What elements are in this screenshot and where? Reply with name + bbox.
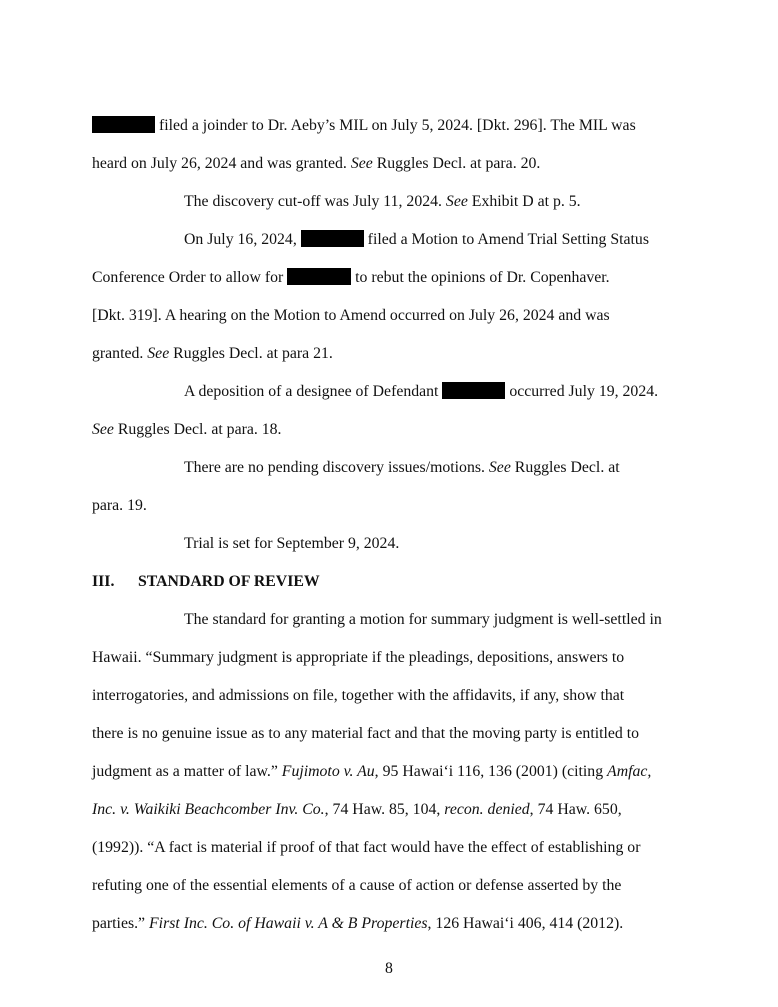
text-span: judgment as a matter of law.” (92, 763, 282, 780)
text-span: filed a joinder to Dr. Aeby’s MIL on July 5, 2024. [Dkt. 296]. The MIL was (158, 117, 636, 134)
text-span: para. 19. (92, 497, 147, 514)
text-span: The discovery cut-off was July 11, 2024. (184, 193, 446, 210)
text-span: Exhibit D at p. 5. (467, 193, 581, 210)
text-span: There are no pending discovery issues/motions. (184, 459, 489, 476)
text-span: occurred July 19, 2024. (505, 383, 659, 400)
italic-signal: See (488, 459, 511, 476)
text-span: refuting one of the essential elements of a cause of action or defense asserted by the (92, 877, 622, 894)
text-line (92, 154, 540, 174)
text-span: (1992)). “A fact is material if proof of that fact would have the effect of establishing or (92, 839, 641, 856)
italic-signal: See (92, 421, 114, 438)
italic-signal: See (445, 193, 468, 210)
text-span: to rebut the opinions of Dr. Copenhaver. (351, 269, 610, 286)
text-span: , 126 Hawai‘i 406, 414 (2012). (427, 915, 624, 932)
text-line (184, 458, 620, 478)
text-line (92, 116, 636, 136)
text-line (184, 382, 658, 402)
heading-title: STANDARD OF REVIEW (138, 573, 320, 590)
text-span: Ruggles Decl. at para 21. (169, 345, 333, 362)
text-span: filed a Motion to Amend Trial Setting Status (363, 231, 649, 248)
text-span: heard on July 26, 2024 and was granted. (92, 155, 351, 172)
text-line (92, 268, 610, 288)
text-span: Hawaii. “Summary judgment is appropriate if the pleadings, depositions, answers to (92, 649, 625, 666)
page-number: 8 (385, 960, 393, 977)
text-span: there is no genuine issue as to any material fact and that the moving party is entitled to (92, 725, 640, 742)
text-span: Ruggles Decl. at para. 20. (372, 155, 541, 172)
text-line (184, 192, 581, 212)
text-line (92, 800, 622, 820)
text-line (184, 534, 399, 554)
redaction-bar (442, 382, 505, 399)
case-citation: Fujimoto v. Au (281, 763, 375, 780)
section-heading (92, 572, 320, 592)
text-line (184, 230, 649, 250)
text-span: Ruggles Decl. at para. 18. (113, 421, 282, 438)
italic-signal: recon. denied (444, 801, 530, 818)
text-span: Ruggles Decl. at (510, 459, 620, 476)
case-citation: First Inc. Co. of Hawaii v. A & B Properties (149, 915, 428, 932)
redaction-bar (301, 230, 364, 247)
text-line (92, 306, 610, 326)
text-span: Conference Order to allow for (92, 269, 288, 286)
text-span: [Dkt. 319]. A hearing on the Motion to Amend occurred on July 26, 2024 and was (92, 307, 610, 324)
redaction-bar (92, 116, 155, 133)
case-citation: Amfac, (607, 763, 652, 780)
text-span: The standard for granting a motion for summary judgment is well-settled in (184, 611, 662, 628)
text-line (92, 648, 624, 668)
text-line (92, 496, 147, 516)
redaction-bar (287, 268, 351, 285)
text-span: A deposition of a designee of Defendant (184, 383, 443, 400)
text-span: On July 16, 2024, (184, 231, 301, 248)
heading-number: III. (92, 573, 115, 590)
text-span: granted. (92, 345, 148, 362)
text-line (92, 838, 640, 858)
text-line (92, 420, 282, 440)
text-span: , 95 Hawai‘i 116, 136 (2001) (citing (374, 763, 608, 780)
text-span: interrogatories, and admissions on file, together with the affidavits, if any, show that (92, 687, 625, 704)
text-line (92, 724, 639, 744)
case-citation: Inc. v. Waikiki Beachcomber Inv. Co. (92, 801, 325, 818)
text-line (92, 686, 624, 706)
italic-signal: See (350, 155, 373, 172)
text-line (92, 914, 623, 934)
text-span: parties.” (92, 915, 150, 932)
text-line (184, 610, 662, 630)
text-line (92, 876, 621, 896)
text-span: , 74 Haw. 650, (529, 801, 622, 818)
text-line (92, 344, 333, 364)
italic-signal: See (147, 345, 170, 362)
text-span: Trial is set for September 9, 2024. (184, 535, 400, 552)
text-span: , 74 Haw. 85, 104, (324, 801, 445, 818)
text-line (92, 762, 651, 782)
